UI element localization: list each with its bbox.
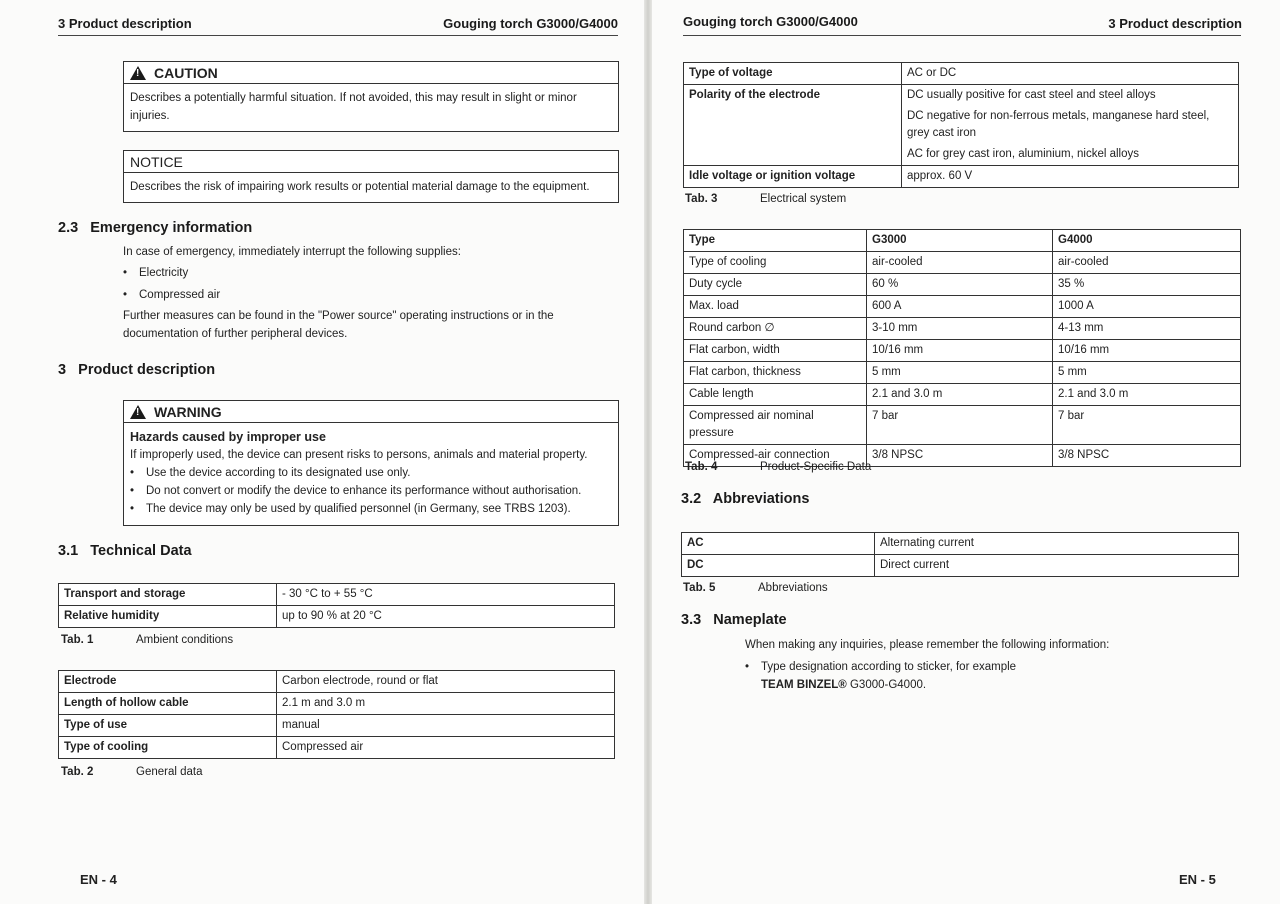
table-row	[59, 737, 615, 759]
table-cell: 7 bar	[1053, 406, 1241, 445]
table-row	[59, 715, 615, 737]
tab1-label: Tab. 1	[61, 634, 94, 646]
table-row	[684, 85, 1239, 166]
right-page-number: EN - 5	[1179, 872, 1216, 887]
table-cell: Type of use	[59, 715, 277, 737]
tab5-label: Tab. 5	[683, 582, 716, 594]
tab2-general-data	[58, 670, 615, 759]
tab1-caption	[61, 634, 233, 646]
tab5-caption	[683, 582, 828, 594]
table-cell: 60 %	[867, 274, 1053, 296]
product-heading-text: Product description	[78, 362, 216, 378]
model-name: G3000-G4000.	[846, 679, 927, 691]
table-cell: 5 mm	[1053, 362, 1241, 384]
table-row	[682, 555, 1239, 577]
table-cell: 35 %	[1053, 274, 1241, 296]
warning-subtitle: Hazards caused by improper use	[130, 430, 326, 444]
warning-box	[123, 400, 619, 526]
left-header-title: Gouging torch G3000/G4000	[443, 16, 618, 31]
table-row	[59, 584, 615, 606]
technical-heading-text: Technical Data	[90, 543, 192, 559]
warning-title: WARNING	[154, 403, 222, 420]
tab2-label: Tab. 2	[61, 766, 94, 778]
notice-body: Describes the risk of impairing work results or potential material damage to the equipment.	[130, 181, 590, 193]
table-cell: Direct current	[875, 555, 1239, 577]
table-cell: Type of cooling	[684, 252, 867, 274]
table-row	[684, 252, 1241, 274]
table-cell: Transport and storage	[59, 584, 277, 606]
emergency-heading	[58, 220, 252, 236]
table-cell: Compressed air nominal pressure	[684, 406, 867, 445]
tab4-label: Tab. 4	[685, 461, 718, 473]
notice-header	[124, 151, 618, 173]
brand-name: TEAM BINZEL®	[761, 679, 847, 691]
tab1-ambient-conditions	[58, 583, 615, 628]
table-row	[684, 362, 1241, 384]
table-cell: Type of cooling	[59, 737, 277, 759]
table-row	[59, 671, 615, 693]
warning-item: • Use the device according to its designated use only.	[130, 464, 612, 482]
table-row	[684, 166, 1239, 188]
left-header-rule	[58, 35, 618, 36]
nameplate-intro: When making any inquiries, please remember the following information:	[745, 639, 1110, 651]
left-header-section: 3 Product description	[58, 16, 192, 31]
table-row	[59, 693, 615, 715]
right-header-section: 3 Product description	[1108, 16, 1242, 31]
table-cell: Flat carbon, width	[684, 340, 867, 362]
emergency-heading-num: 2.3	[58, 220, 79, 236]
table-cell: air-cooled	[867, 252, 1053, 274]
table-row	[684, 384, 1241, 406]
polarity-line: DC negative for non-ferrous metals, manganese hard steel, grey cast iron	[907, 110, 1210, 139]
table-cell: Cable length	[684, 384, 867, 406]
table-row	[684, 63, 1239, 85]
table-cell: Duty cycle	[684, 274, 867, 296]
tab2-caption	[61, 766, 203, 778]
table-cell: air-cooled	[1053, 252, 1241, 274]
table-row	[684, 340, 1241, 362]
table-cell: - 30 °C to + 55 °C	[277, 584, 615, 606]
table-cell: Carbon electrode, round or flat	[277, 671, 615, 693]
abbrev-heading	[681, 491, 809, 507]
tab4-caption	[685, 461, 871, 473]
nameplate-heading-text: Nameplate	[713, 612, 787, 628]
table-cell: Round carbon ∅	[684, 318, 867, 340]
tab5-caption-text: Abbreviations	[758, 582, 828, 594]
tab4-caption-text: Product-Specific Data	[760, 461, 872, 473]
table-cell: Polarity of the electrode	[684, 85, 902, 166]
table-cell: 10/16 mm	[1053, 340, 1241, 362]
warning-body	[124, 423, 618, 523]
table-header-cell: G3000	[867, 230, 1053, 252]
nameplate-heading	[681, 612, 787, 628]
table-cell: 3/8 NPSC	[867, 445, 1053, 467]
table-row	[684, 318, 1241, 340]
polarity-line: DC usually positive for cast steel and steel alloys	[907, 89, 1156, 101]
table-header-cell: Type	[684, 230, 867, 252]
tab1-caption-text: Ambient conditions	[136, 634, 234, 646]
table-cell: 600 A	[867, 296, 1053, 318]
table-cell: Type of voltage	[684, 63, 902, 85]
table-cell: Alternating current	[875, 533, 1239, 555]
tab2-caption-text: General data	[136, 766, 203, 778]
caution-header	[124, 62, 618, 84]
table-cell: 10/16 mm	[867, 340, 1053, 362]
tab3-label: Tab. 3	[685, 193, 718, 205]
table-cell: DC	[682, 555, 875, 577]
table-cell: 2.1 m and 3.0 m	[277, 693, 615, 715]
table-header-row	[684, 230, 1241, 252]
table-cell: Electrode	[59, 671, 277, 693]
tab3-electrical-system	[683, 62, 1239, 188]
tab4-product-specific-data	[683, 229, 1241, 467]
table-cell: Flat carbon, thickness	[684, 362, 867, 384]
table-row	[59, 606, 615, 628]
table-cell: 5 mm	[867, 362, 1053, 384]
table-cell: approx. 60 V	[902, 166, 1239, 188]
table-cell: 2.1 and 3.0 m	[1053, 384, 1241, 406]
tab3-caption-text: Electrical system	[760, 193, 847, 205]
table-row	[682, 533, 1239, 555]
warning-intro: If improperly used, the device can present risks to persons, animals and material property.	[130, 449, 588, 461]
table-row	[684, 296, 1241, 318]
emergency-heading-text: Emergency information	[90, 220, 253, 236]
table-cell: 7 bar	[867, 406, 1053, 445]
table-cell: Max. load	[684, 296, 867, 318]
table-cell: Relative humidity	[59, 606, 277, 628]
product-heading	[58, 362, 215, 378]
right-page	[652, 0, 1280, 904]
table-cell: 2.1 and 3.0 m	[867, 384, 1053, 406]
book-spine	[644, 0, 652, 904]
right-header-rule	[683, 35, 1241, 36]
notice-box	[123, 150, 619, 203]
table-cell: Compressed air	[277, 737, 615, 759]
emergency-intro: In case of emergency, immediately interrupt the following supplies:	[123, 246, 461, 258]
abbrev-heading-num: 3.2	[681, 491, 702, 507]
table-cell: manual	[277, 715, 615, 737]
table-cell: Compressed-air connection	[684, 445, 867, 467]
product-heading-num: 3	[58, 362, 67, 378]
technical-heading	[58, 543, 192, 559]
table-row	[684, 406, 1241, 445]
caution-body: Describes a potentially harmful situation. If not avoided, this may result in slight or minor injuries.	[130, 92, 577, 122]
right-header-title: Gouging torch G3000/G4000	[683, 14, 858, 29]
table-cell: 3/8 NPSC	[1053, 445, 1241, 467]
emergency-item: • Compressed air	[123, 286, 220, 304]
table-cell: 3-10 mm	[867, 318, 1053, 340]
abbrev-heading-text: Abbreviations	[712, 491, 810, 507]
emergency-outro: Further measures can be found in the "Power source" operating instructions or in the documentation of further peripheral devices.	[123, 310, 554, 340]
table-header-cell: G4000	[1053, 230, 1241, 252]
warning-item: • The device may only be used by qualified personnel (in Germany, see TRBS 1203).	[130, 500, 612, 518]
caution-box	[123, 61, 619, 132]
warning-item: • Do not convert or modify the device to enhance its performance without authorisation.	[130, 482, 612, 500]
table-row	[684, 274, 1241, 296]
nameplate-heading-num: 3.3	[681, 612, 702, 628]
table-cell: 1000 A	[1053, 296, 1241, 318]
warning-header	[124, 401, 618, 423]
table-cell: Length of hollow cable	[59, 693, 277, 715]
emergency-item: • Electricity	[123, 264, 188, 282]
tab5-abbreviations	[681, 532, 1239, 577]
technical-heading-num: 3.1	[58, 543, 79, 559]
table-cell: Idle voltage or ignition voltage	[684, 166, 902, 188]
table-cell: AC	[682, 533, 875, 555]
warning-triangle-icon	[130, 66, 146, 80]
warning-triangle-icon	[130, 405, 146, 419]
caution-title: CAUTION	[154, 64, 218, 81]
table-cell: AC or DC	[902, 63, 1239, 85]
table-cell: up to 90 % at 20 °C	[277, 606, 615, 628]
table-cell	[902, 85, 1239, 166]
nameplate-example	[761, 676, 926, 694]
left-page-number: EN - 4	[80, 872, 117, 887]
notice-title: NOTICE	[130, 153, 183, 170]
tab3-caption	[685, 193, 846, 205]
polarity-line: AC for grey cast iron, aluminium, nickel alloys	[907, 148, 1139, 160]
table-cell: 4-13 mm	[1053, 318, 1241, 340]
nameplate-item: • Type designation according to sticker, for example	[745, 658, 1016, 676]
